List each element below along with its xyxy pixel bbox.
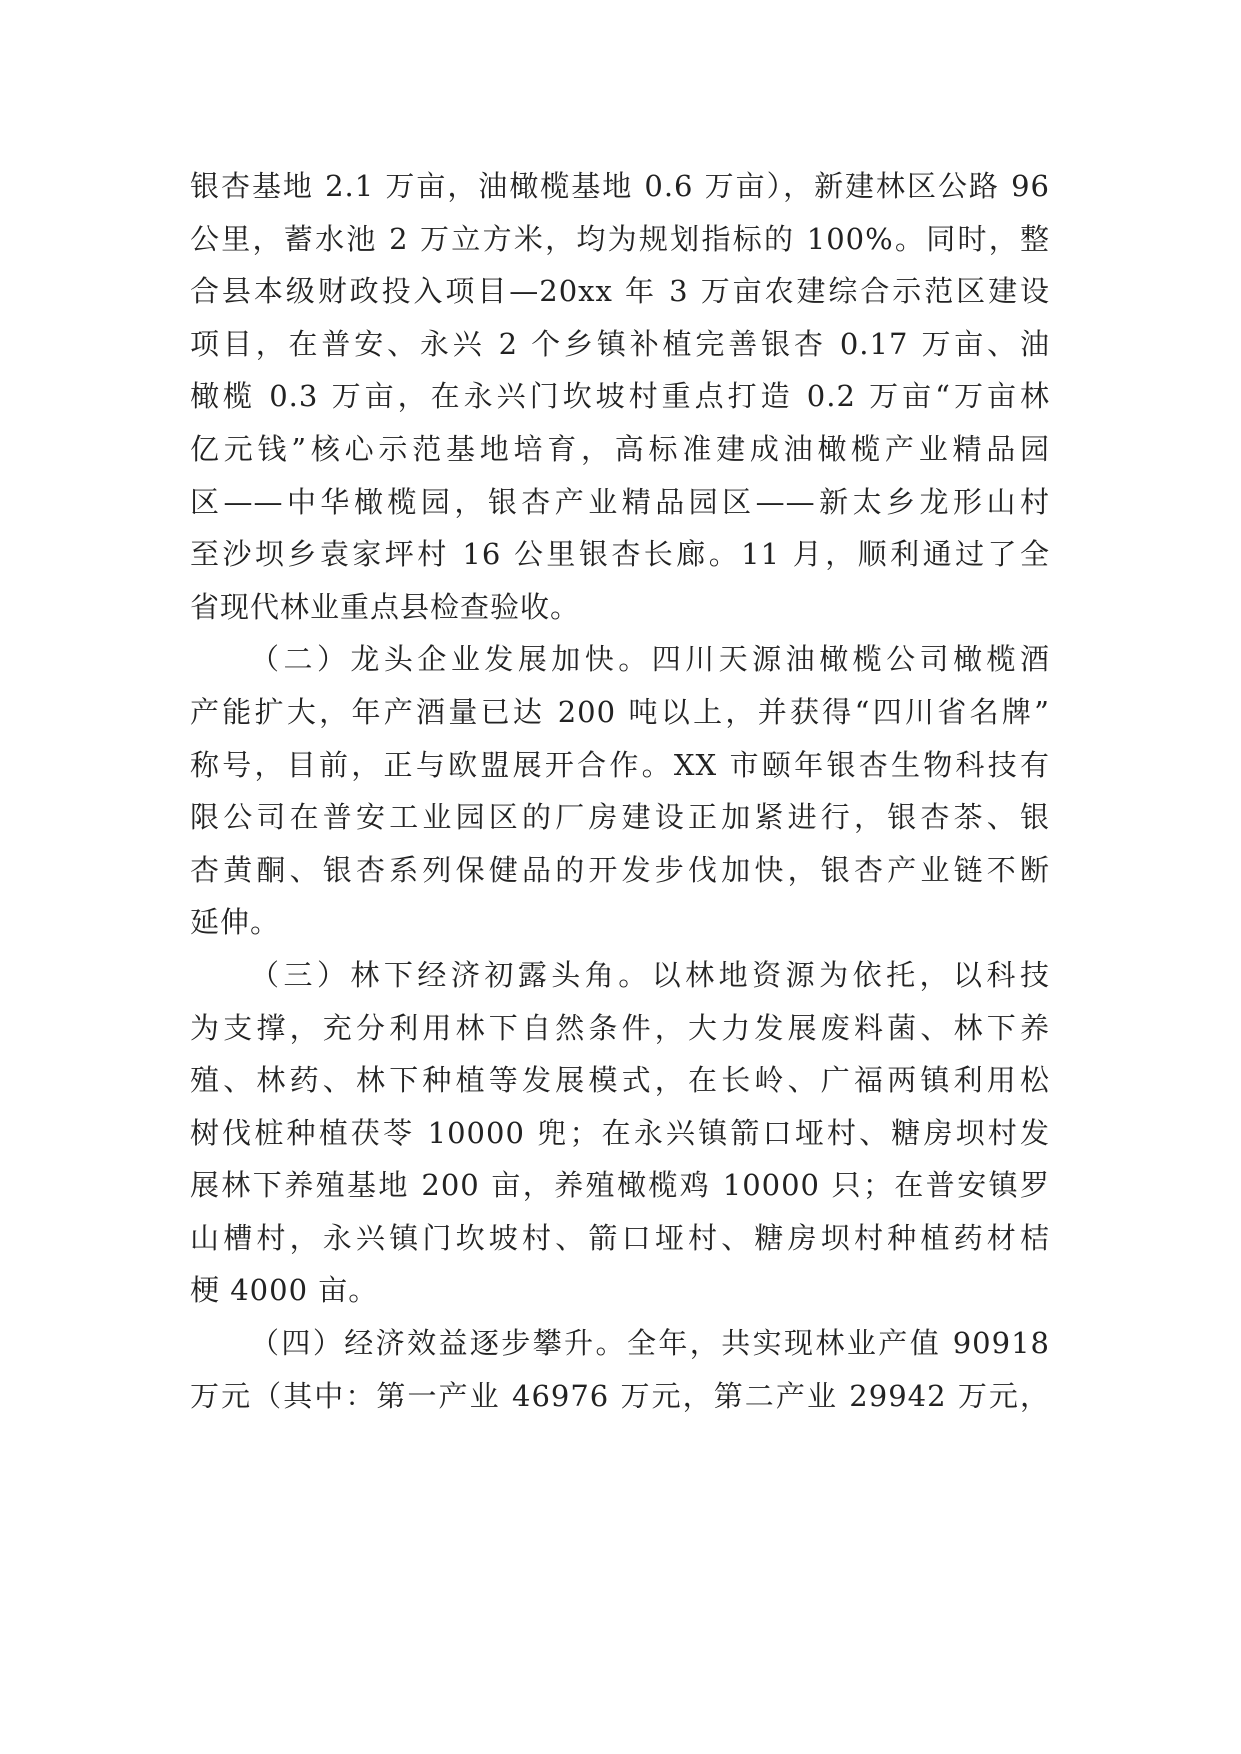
text-line: 称号，目前，正与欧盟展开合作。XX 市颐年银杏生物科技有 <box>190 747 1050 782</box>
text-line: 公里，蓄水池 2 万立方米，均为规划指标的 100%。同时，整 <box>190 221 1050 256</box>
section-heading-line: （三）林下经济初露头角。以林地资源为依托，以科技 <box>250 957 1050 992</box>
text-line: 梗 4000 亩。 <box>190 1273 379 1308</box>
text-line: 展林下养殖基地 200 亩，养殖橄榄鸡 10000 只；在普安镇罗 <box>190 1168 1050 1203</box>
text-line: 延伸。 <box>190 905 281 940</box>
text-line: 区——中华橄榄园，银杏产业精品园区——新太乡龙形山村 <box>190 484 1050 519</box>
body-text <box>190 160 1050 1422</box>
text-line: 合县本级财政投入项目—20xx 年 3 万亩农建综合示范区建设 <box>190 274 1050 309</box>
text-line: 项目，在普安、永兴 2 个乡镇补植完善银杏 0.17 万亩、油 <box>190 326 1050 361</box>
paragraph-3 <box>190 949 1050 1317</box>
section-heading-line: （二）龙头企业发展加快。四川天源油橄榄公司橄榄酒 <box>250 642 1050 677</box>
text-line: 至沙坝乡袁家坪村 16 公里银杏长廊。11 月，顺利通过了全 <box>190 537 1050 572</box>
text-line: 杏黄酮、银杏系列保健品的开发步伐加快，银杏产业链不断 <box>190 852 1050 887</box>
paragraph-1 <box>190 160 1050 633</box>
text-line: 万元（其中：第一产业 46976 万元，第二产业 29942 万元， <box>190 1378 1050 1413</box>
paragraph-4 <box>190 1317 1050 1422</box>
section-heading-line: （四）经济效益逐步攀升。全年，共实现林业产值 90918 <box>250 1326 1050 1361</box>
text-line: 银杏基地 2.1 万亩，油橄榄基地 0.6 万亩），新建林区公路 96 <box>190 169 1050 203</box>
text-line: 山槽村，永兴镇门坎坡村、箭口垭村、糖房坝村种植药材桔 <box>190 1220 1050 1255</box>
text-line: 限公司在普安工业园区的厂房建设正加紧进行，银杏茶、银 <box>190 800 1050 835</box>
text-line: 产能扩大，年产酒量已达 200 吨以上，并获得“四川省名牌” <box>190 694 1050 729</box>
text-line: 亿元钱”核心示范基地培育，高标准建成油橄榄产业精品园 <box>190 431 1050 466</box>
text-line: 树伐桩种植茯苓 10000 兜；在永兴镇箭口垭村、糖房坝村发 <box>190 1115 1050 1150</box>
text-line: 橄榄 0.3 万亩，在永兴门坎坡村重点打造 0.2 万亩“万亩林 <box>190 379 1050 414</box>
text-line: 殖、林药、林下种植等发展模式，在长岭、广福两镇利用松 <box>190 1063 1050 1098</box>
text-line: 省现代林业重点县检查验收。 <box>190 589 581 624</box>
text-line: 为支撑，充分利用林下自然条件，大力发展废料菌、林下养 <box>190 1010 1050 1045</box>
paragraph-2 <box>190 633 1050 949</box>
